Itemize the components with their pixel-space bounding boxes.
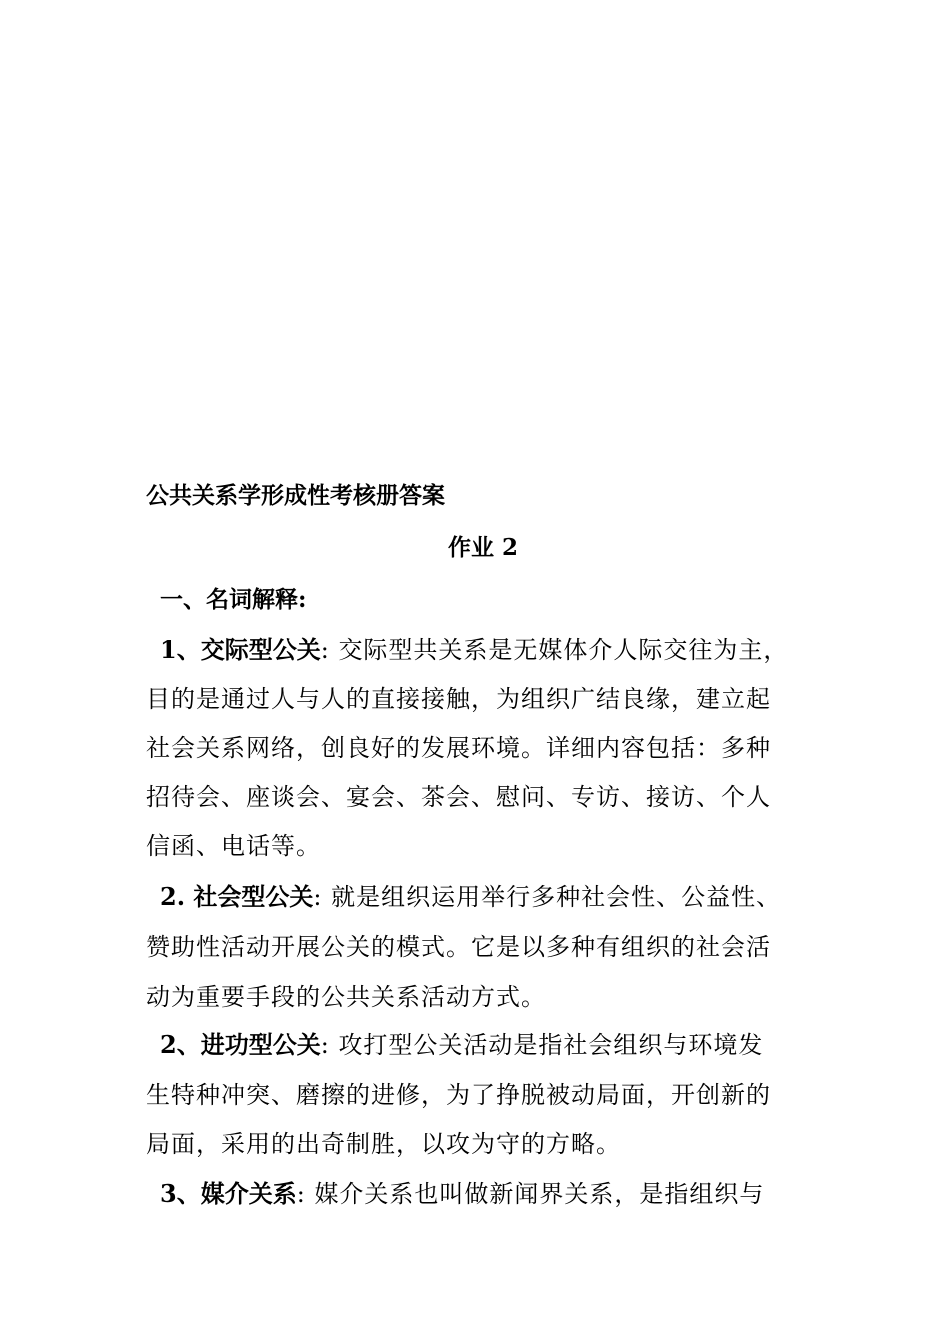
entry-3-line-3: 局面，采用的出奇制胜，以攻为守的方略。: [146, 1130, 621, 1158]
entry-2-line-3: 动为重要手段的公共关系活动方式。: [146, 983, 546, 1011]
entry-2-colon: :: [313, 883, 323, 911]
document-subtitle: 作业 2: [448, 534, 519, 561]
entry-3-line-2: 生特种冲突、磨擦的进修，为了挣脱被动局面，开创新的: [146, 1081, 771, 1109]
entry-3-colon: :: [320, 1031, 330, 1059]
entry-3-first-line: [160, 1029, 763, 1061]
entry-1-line-4: 招待会、座谈会、宴会、茶会、慰问、专访、接访、个人: [146, 783, 771, 811]
entry-1-line-2: 目的是通过人与人的直接接触，为组织广结良缘，建立起: [146, 685, 771, 713]
entry-2-first-line: [160, 881, 781, 913]
entry-4-term: 3、媒介关系: [160, 1179, 297, 1208]
entry-3-line-1: 攻打型公关活动是指社会组织与环境发: [338, 1031, 764, 1059]
entry-4-first-line: [160, 1178, 764, 1210]
entry-1-line-5: 信函、电话等。: [146, 832, 321, 860]
entry-3-term: 2、进功型公关: [160, 1030, 321, 1059]
entry-2-term: 2. 社会型公关: [160, 882, 314, 911]
section-heading: 一、名词解释:: [160, 586, 307, 613]
entry-1-term: 1、交际型公关: [160, 635, 321, 664]
entry-4-line-1: 媒介关系也叫做新闻界关系，是指组织与: [314, 1180, 765, 1208]
entry-1-colon: :: [320, 636, 330, 664]
entry-1-line-1: 交际型共关系是无媒体介人际交往为主，: [338, 636, 789, 664]
entry-2-line-1: 就是组织运用举行多种社会性、公益性、: [331, 883, 782, 911]
entry-1-line-3: 社会关系网络，创良好的发展环境。详细内容包括：多种: [146, 734, 771, 762]
entry-2-line-2: 赞助性活动开展公关的模式。它是以多种有组织的社会活: [146, 933, 771, 961]
entry-4-colon: :: [296, 1180, 306, 1208]
document-title: 公共关系学形成性考核册答案: [146, 482, 445, 509]
entry-1-first-line: [160, 634, 788, 666]
